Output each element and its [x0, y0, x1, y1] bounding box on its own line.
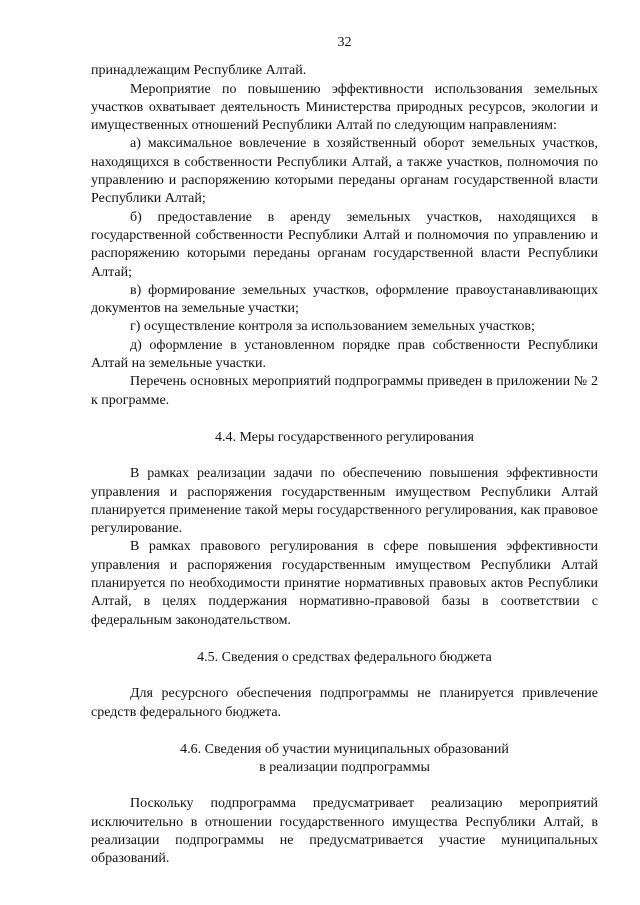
list-item-c: в) формирование земельных участков, оформление правоустанавливающих документов на земельные участки;	[91, 282, 598, 317]
section-heading-4-6	[91, 741, 598, 778]
list-item-a: а) максимальное вовлечение в хозяйственный оборот земельных участков, находящихся в собственности Республики Алтай, а также участков, полномочия по управлению и распоряжению которыми переданы органам государственной власти Республики Алтай;	[91, 136, 598, 207]
paragraph: Для ресурсного обеспечения подпрограммы не планируется привлечение средств федерального бюджета.	[91, 686, 598, 720]
section-heading-line: 4.6. Сведения об участии муниципальных образований	[180, 741, 509, 757]
section-heading-4-4: 4.4. Меры государственного регулирования	[215, 429, 474, 445]
paragraph: Мероприятие по повышению эффективности использования земельных участков охватывает деятельность Министерства природных ресурсов, экологии и имущественных отношений Республики Алтай по следующим направлениям:	[91, 81, 598, 134]
paragraph: В рамках реализации задачи по обеспечению повышения эффективности управления и распоряжения государственным имуществом Республики Алтай планируется применение такой меры государственного регулирования, как правовое регулирование.	[91, 466, 598, 537]
page-number: 32	[337, 35, 352, 50]
list-item-d: г) осуществление контроля за использованием земельных участков;	[130, 319, 535, 335]
paragraph: Перечень основных мероприятий подпрограммы приведен в приложении № 2 к программе.	[91, 374, 598, 408]
continuation-text: принадлежащим Республике Алтай.	[91, 63, 307, 79]
paragraph: Поскольку подпрограмма предусматривает реализацию мероприятий исключительно в отношении государственного имущества Республики Алтай, в реализации подпрограммы не предусматривается участие муниципальных образований.	[91, 796, 598, 867]
paragraph: В рамках правового регулирования в сфере повышения эффективности управления и распоряжения государственным имуществом Республики Алтай планируется по необходимости принятие нормативных правовых актов Республики Алтай, в целях поддержания нормативно-правовой базы в соответствии с федеральным законодательством.	[91, 539, 598, 628]
list-item-b: б) предоставление в аренду земельных участков, находящихся в государственной собственности Республики Алтай и полномочия по управлению и распоряжению которыми переданы органам государственной власти Республики Алтай;	[91, 209, 598, 280]
section-heading-4-5: 4.5. Сведения о средствах федерального бюджета	[197, 649, 492, 665]
list-item-e: д) оформление в установленном порядке прав собственности Республики Алтай на земельные участки.	[91, 337, 598, 372]
section-heading-line: в реализации подпрограммы	[259, 760, 430, 776]
